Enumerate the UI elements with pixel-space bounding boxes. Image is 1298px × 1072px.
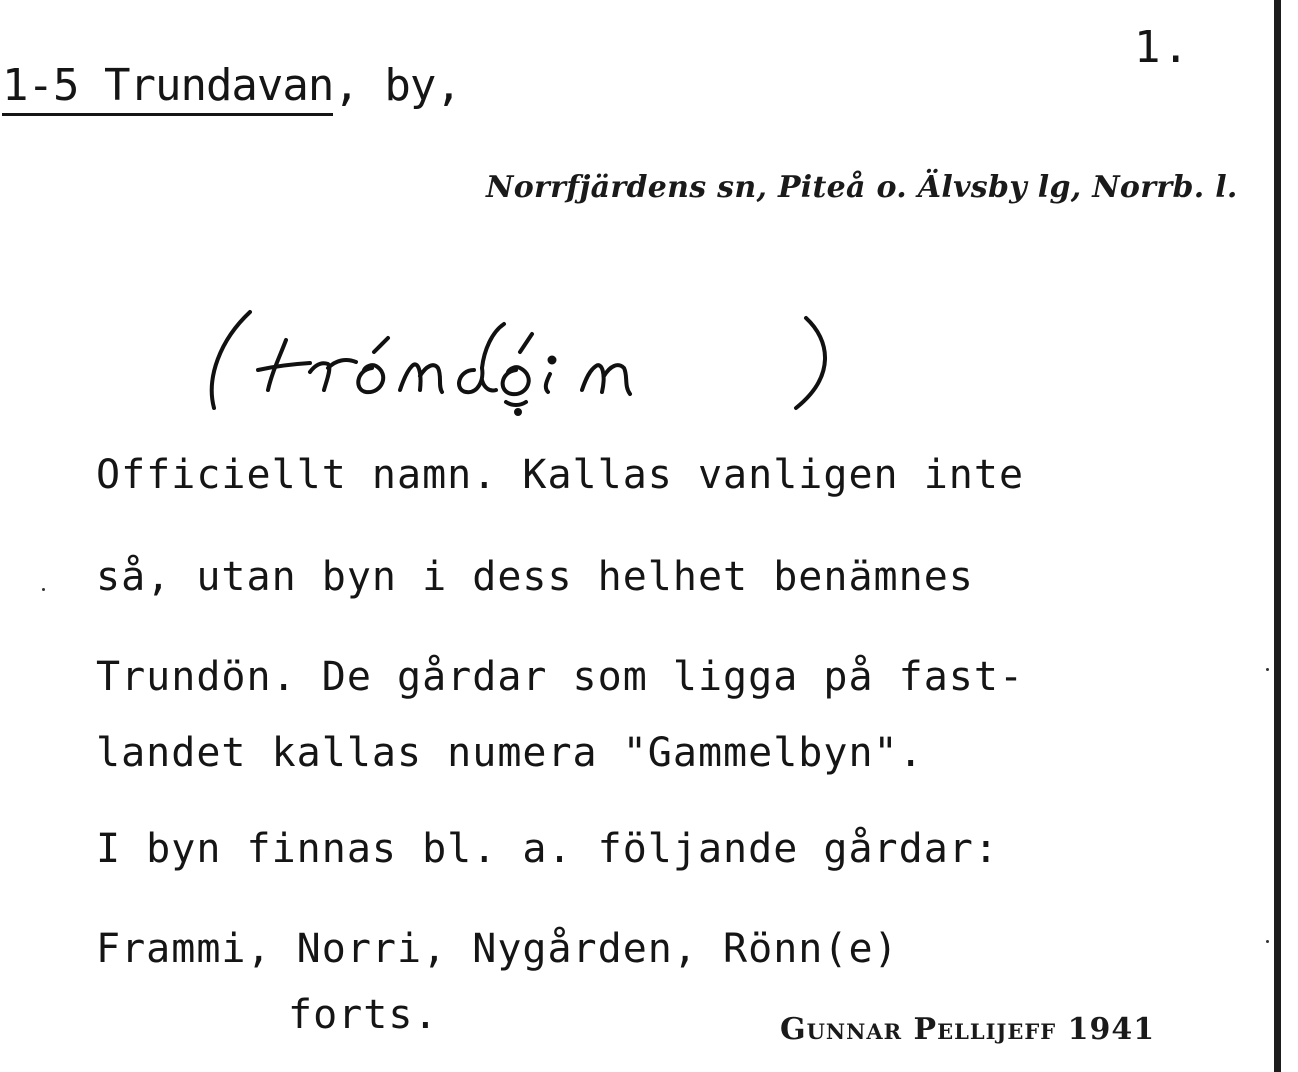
body-line: I byn finnas bl. a. följande gårdar: [96, 826, 999, 872]
body-line: landet kallas numera "Gammelbyn". [96, 730, 924, 776]
continuation-note: forts. [288, 992, 439, 1038]
author-signature: Gunnar Pellijeff 1941 [780, 1012, 1156, 1047]
speck-mark [42, 588, 45, 591]
headword-code: 1-5 [2, 60, 79, 111]
headword-suffix: , by, [333, 60, 461, 111]
location-line: Norrfjärdens sn, Piteå o. Älvsby lg, Norrb. l. [486, 170, 1238, 205]
page-number: 1. [1134, 22, 1191, 73]
speck-mark [1266, 668, 1269, 671]
body-line: Officiellt namn. Kallas vanligen inte [96, 452, 1025, 498]
headword-line [2, 60, 461, 111]
card-edge-line [1274, 0, 1281, 1072]
speck-mark [1266, 940, 1269, 943]
handwritten-phonetic-transcription [206, 290, 846, 420]
body-line: Trundön. De gårdar som ligga på fast- [96, 654, 1025, 700]
headword-underlined [2, 60, 333, 116]
body-line: så, utan byn i dess helhet benämnes [96, 554, 974, 600]
body-line: Frammi, Norri, Nygården, Rönn(e) [96, 926, 899, 972]
headword-name: Trundavan [103, 60, 334, 111]
